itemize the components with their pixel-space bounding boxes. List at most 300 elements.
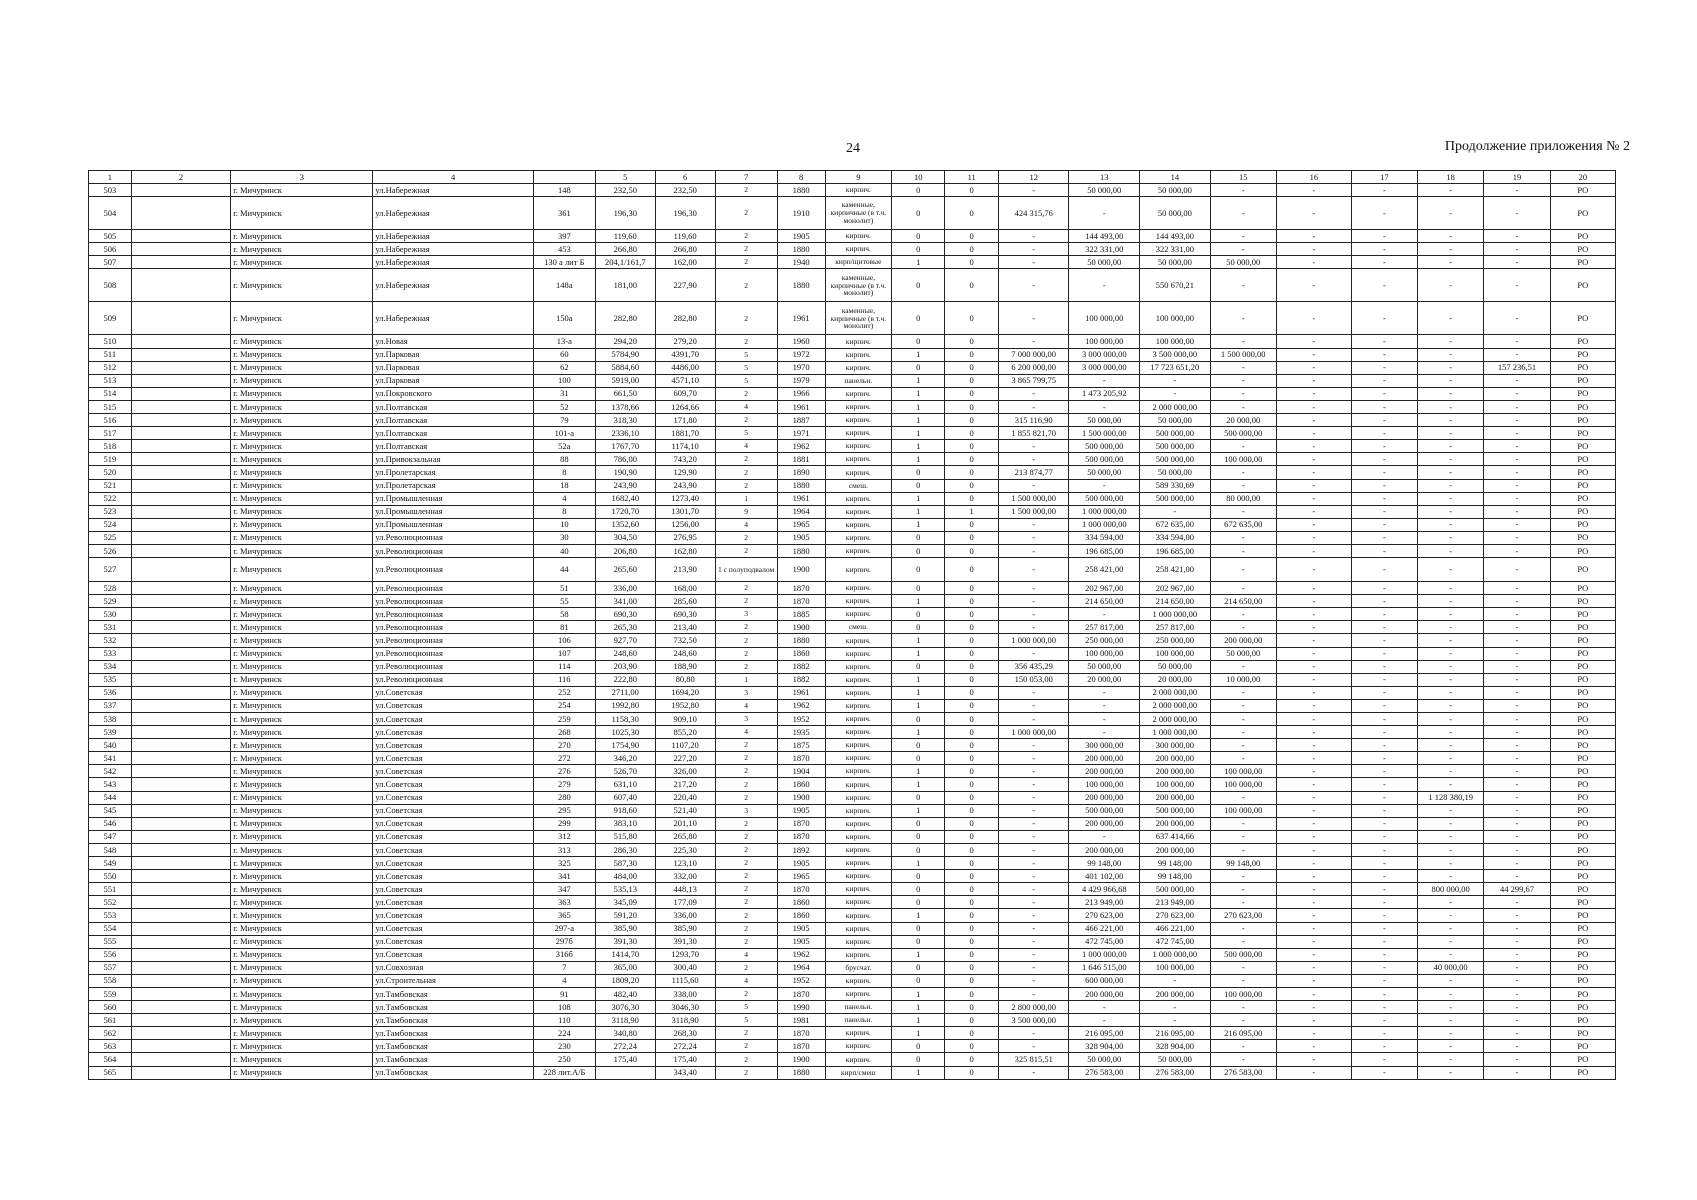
table-cell: 1882 bbox=[777, 673, 825, 686]
table-cell: 50 000,00 bbox=[1069, 184, 1140, 197]
table-cell bbox=[131, 791, 230, 804]
table-row bbox=[89, 817, 1616, 830]
table-cell: - bbox=[1276, 427, 1351, 440]
table-cell: 365 bbox=[533, 909, 595, 922]
table-cell: 1174,10 bbox=[655, 440, 715, 453]
table-cell: 365,00 bbox=[595, 961, 655, 974]
table-cell: 0 bbox=[945, 518, 998, 531]
table-cell: 521 bbox=[89, 479, 132, 492]
table-cell: РО bbox=[1550, 621, 1615, 634]
table-cell bbox=[131, 595, 230, 608]
table-cell: - bbox=[998, 948, 1069, 961]
table-cell: 661,50 bbox=[595, 387, 655, 400]
table-cell: - bbox=[1351, 256, 1417, 269]
table-cell: - bbox=[1210, 440, 1276, 453]
table-row bbox=[89, 400, 1616, 413]
table-cell: 2 bbox=[715, 634, 777, 647]
table-cell: РО bbox=[1550, 387, 1615, 400]
table-cell: г. Мичуринск bbox=[231, 857, 373, 870]
table-cell: - bbox=[998, 817, 1069, 830]
table-cell: - bbox=[1210, 974, 1276, 987]
table-cell: 227,20 bbox=[655, 752, 715, 765]
table-cell: кирпич. bbox=[825, 660, 891, 673]
table-cell: ул.Набережная bbox=[373, 184, 533, 197]
table-cell: - bbox=[998, 582, 1069, 595]
table-cell: 0 bbox=[945, 909, 998, 922]
table-cell: 50 000,00 bbox=[1140, 414, 1211, 427]
table-cell: 0 bbox=[892, 608, 945, 621]
table-cell: 1905 bbox=[777, 804, 825, 817]
table-cell: РО bbox=[1550, 1027, 1615, 1040]
table-cell: 50 000,00 bbox=[1069, 414, 1140, 427]
table-cell: - bbox=[1276, 909, 1351, 922]
table-row bbox=[89, 269, 1616, 302]
table-cell bbox=[131, 673, 230, 686]
table-row bbox=[89, 335, 1616, 348]
table-cell: РО bbox=[1550, 335, 1615, 348]
table-cell: г. Мичуринск bbox=[231, 1027, 373, 1040]
table-cell: - bbox=[1069, 699, 1140, 712]
table-cell: - bbox=[1351, 348, 1417, 361]
table-row bbox=[89, 922, 1616, 935]
table-cell: г. Мичуринск bbox=[231, 726, 373, 739]
table-cell: 0 bbox=[892, 582, 945, 595]
table-cell: - bbox=[1140, 387, 1211, 400]
table-cell: 1414,70 bbox=[595, 948, 655, 961]
table-cell: г. Мичуринск bbox=[231, 414, 373, 427]
table-cell: РО bbox=[1550, 948, 1615, 961]
table-cell: г. Мичуринск bbox=[231, 896, 373, 909]
table-cell bbox=[131, 713, 230, 726]
table-cell: ул.Тамбовская bbox=[373, 1001, 533, 1014]
table-cell: ул.Парковая bbox=[373, 374, 533, 387]
table-cell: - bbox=[1418, 922, 1484, 935]
table-cell: г. Мичуринск bbox=[231, 1066, 373, 1079]
table-cell bbox=[131, 466, 230, 479]
table-cell: 0 bbox=[945, 335, 998, 348]
table-cell: - bbox=[1276, 987, 1351, 1000]
table-cell: - bbox=[1276, 608, 1351, 621]
table-cell: - bbox=[1484, 544, 1550, 557]
table-cell: - bbox=[1276, 647, 1351, 660]
table-cell: - bbox=[1351, 961, 1417, 974]
table-cell: кирпич. bbox=[825, 243, 891, 256]
table-cell: 0 bbox=[945, 466, 998, 479]
table-cell: - bbox=[1276, 531, 1351, 544]
table-cell: - bbox=[1484, 374, 1550, 387]
table-cell: кирпич. bbox=[825, 634, 891, 647]
table-cell: 1256,00 bbox=[655, 518, 715, 531]
table-cell: 2 bbox=[715, 582, 777, 595]
table-cell: - bbox=[1418, 414, 1484, 427]
table-cell: 4 bbox=[715, 518, 777, 531]
table-cell bbox=[131, 440, 230, 453]
table-cell: - bbox=[998, 595, 1069, 608]
table-cell: - bbox=[1484, 647, 1550, 660]
table-cell: 0 bbox=[892, 1053, 945, 1066]
table-cell: 560 bbox=[89, 1001, 132, 1014]
table-cell: - bbox=[1351, 1027, 1417, 1040]
table-cell bbox=[131, 843, 230, 856]
table-cell: г. Мичуринск bbox=[231, 909, 373, 922]
table-cell: 453 bbox=[533, 243, 595, 256]
table-cell bbox=[131, 909, 230, 922]
table-cell: панельн. bbox=[825, 1001, 891, 1014]
table-cell: 10 bbox=[533, 518, 595, 531]
table-cell bbox=[131, 453, 230, 466]
table-cell: 561 bbox=[89, 1014, 132, 1027]
table-cell: 1754,90 bbox=[595, 739, 655, 752]
table-cell: кирпич. bbox=[825, 184, 891, 197]
table-cell: 513 bbox=[89, 374, 132, 387]
table-cell: 1860 bbox=[777, 647, 825, 660]
table-cell: РО bbox=[1550, 883, 1615, 896]
table-cell: 2 bbox=[715, 791, 777, 804]
table-cell: 732,50 bbox=[655, 634, 715, 647]
table-cell: РО bbox=[1550, 909, 1615, 922]
table-cell: 80 000,00 bbox=[1210, 492, 1276, 505]
table-cell: 1352,60 bbox=[595, 518, 655, 531]
table-cell: - bbox=[1484, 739, 1550, 752]
table-cell: 515,80 bbox=[595, 830, 655, 843]
table-cell: - bbox=[998, 1066, 1069, 1079]
table-cell: 100 000,00 bbox=[1210, 804, 1276, 817]
table-cell: 510 bbox=[89, 335, 132, 348]
column-header: 13 bbox=[1069, 171, 1140, 184]
table-cell: 297б bbox=[533, 935, 595, 948]
table-cell: - bbox=[998, 830, 1069, 843]
table-cell: 0 bbox=[945, 243, 998, 256]
table-cell: 1875 bbox=[777, 739, 825, 752]
table-cell: 214 650,00 bbox=[1069, 595, 1140, 608]
table-cell: 531 bbox=[89, 621, 132, 634]
table-cell: - bbox=[1418, 621, 1484, 634]
table-cell: 509 bbox=[89, 302, 132, 335]
table-cell: - bbox=[1351, 492, 1417, 505]
table-cell: 322 331,00 bbox=[1140, 243, 1211, 256]
table-cell: 0 bbox=[945, 948, 998, 961]
table-cell: - bbox=[1418, 752, 1484, 765]
table-cell: г. Мичуринск bbox=[231, 752, 373, 765]
table-cell: РО bbox=[1550, 713, 1615, 726]
table-cell: 0 bbox=[945, 595, 998, 608]
table-cell: 50 000,00 bbox=[1069, 1053, 1140, 1066]
table-cell: 1 855 821,70 bbox=[998, 427, 1069, 440]
table-cell: 200 000,00 bbox=[1140, 752, 1211, 765]
table-cell: 4391,70 bbox=[655, 348, 715, 361]
table-cell: РО bbox=[1550, 197, 1615, 230]
table-cell: кирпич. bbox=[825, 870, 891, 883]
table-cell: кирпич. bbox=[825, 804, 891, 817]
table-cell: 100 000,00 bbox=[1069, 302, 1140, 335]
table-cell bbox=[131, 660, 230, 673]
table-cell: 101-а bbox=[533, 427, 595, 440]
table-cell: - bbox=[1418, 387, 1484, 400]
table-cell: 316б bbox=[533, 948, 595, 961]
table-cell: 1682,40 bbox=[595, 492, 655, 505]
table-row bbox=[89, 1014, 1616, 1027]
table-cell: РО bbox=[1550, 582, 1615, 595]
table-cell: 3076,30 bbox=[595, 1001, 655, 1014]
table-cell: - bbox=[1276, 374, 1351, 387]
table-cell: 1900 bbox=[777, 558, 825, 582]
table-cell bbox=[131, 400, 230, 413]
table-cell: - bbox=[1276, 440, 1351, 453]
table-cell: 0 bbox=[945, 230, 998, 243]
table-cell: 550 bbox=[89, 870, 132, 883]
table-cell: - bbox=[1351, 699, 1417, 712]
table-cell: - bbox=[998, 621, 1069, 634]
table-cell: 0 bbox=[945, 883, 998, 896]
table-cell: ул.Новая bbox=[373, 335, 533, 348]
table-cell: 2 bbox=[715, 961, 777, 974]
table-cell bbox=[131, 778, 230, 791]
table-cell: 266,80 bbox=[655, 243, 715, 256]
table-cell: 2 bbox=[715, 595, 777, 608]
table-cell: - bbox=[1484, 230, 1550, 243]
table-cell: 800 000,00 bbox=[1418, 883, 1484, 896]
table-cell: - bbox=[1351, 582, 1417, 595]
table-cell: - bbox=[1351, 531, 1417, 544]
table-cell: 2 bbox=[715, 909, 777, 922]
table-cell: г. Мичуринск bbox=[231, 830, 373, 843]
table-cell: 547 bbox=[89, 830, 132, 843]
table-cell: г. Мичуринск bbox=[231, 230, 373, 243]
table-cell: 500 000,00 bbox=[1140, 883, 1211, 896]
table-cell: 276 bbox=[533, 765, 595, 778]
table-cell: 2 bbox=[715, 414, 777, 427]
table-cell: 2 bbox=[715, 843, 777, 856]
table-cell: 0 bbox=[892, 544, 945, 557]
table-cell: 1962 bbox=[777, 948, 825, 961]
table-cell: - bbox=[998, 699, 1069, 712]
table-row bbox=[89, 466, 1616, 479]
table-cell: - bbox=[1276, 479, 1351, 492]
table-cell: 1961 bbox=[777, 400, 825, 413]
table-cell: 257 817,00 bbox=[1140, 621, 1211, 634]
table-cell: 2 bbox=[715, 335, 777, 348]
registry-table bbox=[88, 170, 1616, 1080]
table-cell: 508 bbox=[89, 269, 132, 302]
table-row bbox=[89, 1027, 1616, 1040]
table-cell: г. Мичуринск bbox=[231, 673, 373, 686]
table-cell: РО bbox=[1550, 505, 1615, 518]
table-cell: 0 bbox=[945, 699, 998, 712]
table-cell: 279,20 bbox=[655, 335, 715, 348]
column-header: 20 bbox=[1550, 171, 1615, 184]
table-cell: 270 bbox=[533, 739, 595, 752]
table-cell bbox=[131, 1027, 230, 1040]
table-cell: 520 bbox=[89, 466, 132, 479]
table-cell: - bbox=[998, 896, 1069, 909]
table-cell: 1809,20 bbox=[595, 974, 655, 987]
table-cell: 250 000,00 bbox=[1140, 634, 1211, 647]
table-cell: кирпич. bbox=[825, 896, 891, 909]
table-cell: 272,24 bbox=[595, 1040, 655, 1053]
table-cell bbox=[131, 505, 230, 518]
table-cell: - bbox=[1276, 505, 1351, 518]
table-cell bbox=[131, 686, 230, 699]
table-cell: 1965 bbox=[777, 870, 825, 883]
table-cell: 1964 bbox=[777, 961, 825, 974]
table-cell: 2 bbox=[715, 230, 777, 243]
table-cell: - bbox=[1276, 243, 1351, 256]
table-cell: 546 bbox=[89, 817, 132, 830]
table-cell: г. Мичуринск bbox=[231, 699, 373, 712]
table-cell: 279 bbox=[533, 778, 595, 791]
table-row bbox=[89, 440, 1616, 453]
table-cell: РО bbox=[1550, 634, 1615, 647]
table-cell: 100 000,00 bbox=[1210, 778, 1276, 791]
table-cell: 282,80 bbox=[655, 302, 715, 335]
table-cell: 100 000,00 bbox=[1140, 647, 1211, 660]
table-cell: 672 635,00 bbox=[1210, 518, 1276, 531]
table-cell: 1767,70 bbox=[595, 440, 655, 453]
table-cell: 50 000,00 bbox=[1140, 197, 1211, 230]
table-cell: 252 bbox=[533, 686, 595, 699]
table-cell: 4 bbox=[715, 699, 777, 712]
table-cell: 175,40 bbox=[595, 1053, 655, 1066]
table-row bbox=[89, 987, 1616, 1000]
table-cell: 553 bbox=[89, 909, 132, 922]
table-cell: - bbox=[1069, 374, 1140, 387]
table-cell: 325 815,51 bbox=[998, 1053, 1069, 1066]
table-cell: 505 bbox=[89, 230, 132, 243]
table-cell: 100 000,00 bbox=[1069, 335, 1140, 348]
table-cell: 200 000,00 bbox=[1140, 765, 1211, 778]
table-cell: 4 bbox=[715, 726, 777, 739]
table-cell bbox=[131, 961, 230, 974]
table-cell: РО bbox=[1550, 531, 1615, 544]
table-cell: - bbox=[1276, 791, 1351, 804]
table-cell: 391,30 bbox=[655, 935, 715, 948]
table-cell: - bbox=[1418, 843, 1484, 856]
table-row bbox=[89, 505, 1616, 518]
table-cell: 181,00 bbox=[595, 269, 655, 302]
table-cell: - bbox=[1484, 857, 1550, 870]
table-cell bbox=[131, 726, 230, 739]
table-cell: г. Мичуринск bbox=[231, 361, 373, 374]
table-row bbox=[89, 414, 1616, 427]
table-cell: - bbox=[1276, 400, 1351, 413]
table-cell: - bbox=[1418, 302, 1484, 335]
table-cell: 3046,30 bbox=[655, 1001, 715, 1014]
table-cell: - bbox=[1351, 686, 1417, 699]
table-cell: 315 116,90 bbox=[998, 414, 1069, 427]
table-cell: кирпич. bbox=[825, 544, 891, 557]
table-cell: г. Мичуринск bbox=[231, 269, 373, 302]
table-cell: - bbox=[1210, 400, 1276, 413]
table-cell: 336,00 bbox=[655, 909, 715, 922]
table-row bbox=[89, 1001, 1616, 1014]
table-cell: - bbox=[1140, 1001, 1211, 1014]
table-cell bbox=[131, 739, 230, 752]
table-cell: - bbox=[1210, 608, 1276, 621]
table-cell: - bbox=[998, 922, 1069, 935]
table-cell: - bbox=[1418, 1027, 1484, 1040]
table-cell: - bbox=[1484, 791, 1550, 804]
table-cell: - bbox=[1418, 518, 1484, 531]
table-cell: г. Мичуринск bbox=[231, 505, 373, 518]
table-cell: - bbox=[1418, 765, 1484, 778]
table-cell: 2 bbox=[715, 453, 777, 466]
table-cell: - bbox=[1276, 466, 1351, 479]
table-cell: 1 000 000,00 bbox=[998, 726, 1069, 739]
table-cell: - bbox=[1484, 922, 1550, 935]
table-cell: - bbox=[1276, 1001, 1351, 1014]
table-row bbox=[89, 348, 1616, 361]
table-cell: - bbox=[1418, 857, 1484, 870]
column-header: 4 bbox=[373, 171, 533, 184]
table-cell: кирпич. bbox=[825, 595, 891, 608]
table-cell: - bbox=[998, 184, 1069, 197]
table-cell: 0 bbox=[945, 544, 998, 557]
table-cell: 1694,20 bbox=[655, 686, 715, 699]
table-cell: 448,13 bbox=[655, 883, 715, 896]
table-cell: ул.Советская bbox=[373, 804, 533, 817]
table-cell: 0 bbox=[892, 843, 945, 856]
table-cell: РО bbox=[1550, 830, 1615, 843]
table-cell: - bbox=[1210, 197, 1276, 230]
table-cell: 1 bbox=[892, 256, 945, 269]
table-cell: 326,00 bbox=[655, 765, 715, 778]
column-header: 11 bbox=[945, 171, 998, 184]
table-cell: - bbox=[1418, 726, 1484, 739]
column-header: 9 bbox=[825, 171, 891, 184]
table-cell: - bbox=[1210, 830, 1276, 843]
table-cell: г. Мичуринск bbox=[231, 843, 373, 856]
table-cell: 2 bbox=[715, 269, 777, 302]
table-cell: г. Мичуринск bbox=[231, 791, 373, 804]
table-cell: 200 000,00 bbox=[1069, 987, 1140, 1000]
table-cell: 81 bbox=[533, 621, 595, 634]
table-cell: 549 bbox=[89, 857, 132, 870]
table-cell: ул.Совхозная bbox=[373, 961, 533, 974]
table-cell: 927,70 bbox=[595, 634, 655, 647]
table-cell: - bbox=[1484, 582, 1550, 595]
table-cell: 1158,30 bbox=[595, 713, 655, 726]
table-cell: г. Мичуринск bbox=[231, 974, 373, 987]
table-cell: 545 bbox=[89, 804, 132, 817]
table-cell: 541 bbox=[89, 752, 132, 765]
table-row bbox=[89, 531, 1616, 544]
table-cell bbox=[131, 427, 230, 440]
table-cell: кирпич. bbox=[825, 505, 891, 518]
table-cell bbox=[131, 647, 230, 660]
table-cell: - bbox=[1484, 479, 1550, 492]
table-cell bbox=[131, 608, 230, 621]
table-cell: ул.Революционная bbox=[373, 595, 533, 608]
table-cell: 51 bbox=[533, 582, 595, 595]
column-header: 1 bbox=[89, 171, 132, 184]
table-cell: 1900 bbox=[777, 1053, 825, 1066]
table-cell: г. Мичуринск bbox=[231, 466, 373, 479]
table-cell: 1880 bbox=[777, 634, 825, 647]
page-number: 24 bbox=[846, 141, 860, 156]
table-cell: 4 bbox=[715, 974, 777, 987]
table-cell: г. Мичуринск bbox=[231, 660, 373, 673]
table-cell: - bbox=[998, 739, 1069, 752]
table-cell: 0 bbox=[945, 804, 998, 817]
table-cell: 0 bbox=[945, 374, 998, 387]
table-cell bbox=[131, 558, 230, 582]
table-cell: - bbox=[1418, 335, 1484, 348]
table-cell: - bbox=[1210, 269, 1276, 302]
table-cell: 559 bbox=[89, 987, 132, 1000]
table-cell: 107 bbox=[533, 647, 595, 660]
table-cell: - bbox=[1276, 1014, 1351, 1027]
table-cell: 1870 bbox=[777, 595, 825, 608]
